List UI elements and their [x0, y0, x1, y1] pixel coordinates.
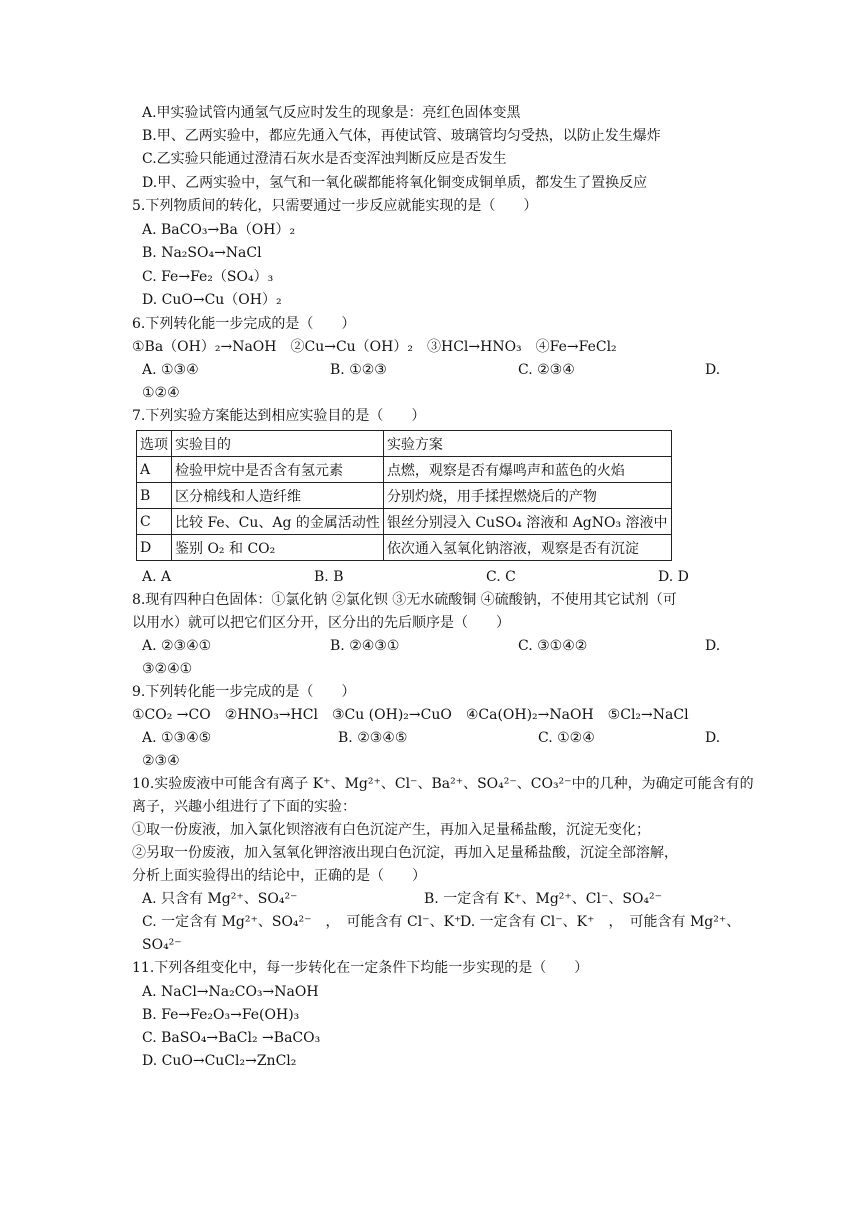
q6-options-row	[142, 359, 730, 382]
q6-option-a: A. ①③④	[142, 362, 199, 378]
q11-stem: 11.下列各组变化中，每一步转化在一定条件下均能一步实现的是（ ）	[132, 960, 589, 976]
q10-options-row2	[142, 911, 741, 934]
q10-stem-line2: 离子，兴趣小组进行了下面的实验：	[132, 799, 356, 815]
q11-option-a: A. NaCl→Na₂CO₃→NaOH	[142, 984, 319, 1000]
q8-option-c: C. ③①④②	[518, 638, 588, 654]
q10-step1: ①取一份废液，加入氯化钡溶液有白色沉淀产生，再加入足量稀盐酸，沉淀无变化；	[132, 822, 650, 838]
table-header-row	[137, 431, 672, 457]
q8-stem-line1: 8.现有四种白色固体：①氯化钠 ②氯化钡 ③无水硫酸铜 ④硫酸钠，不使用其它试剂（可	[132, 592, 677, 608]
q5-option-c: C. Fe→Fe₂（SO₄）₃	[142, 269, 274, 285]
q8-stem-line2: 以用水）就可以把它们区分开，区分出的先后顺序是（ ）	[132, 615, 510, 631]
table-cell: A	[137, 457, 172, 483]
q8-option-d-label: D.	[705, 638, 721, 654]
q6-stem: 6.下列转化能一步完成的是（ ）	[132, 316, 356, 332]
q11-option-d: D. CuO→CuCl₂→ZnCl₂	[142, 1053, 297, 1069]
q10-stem-line3: 分析上面实验得出的结论中，正确的是（ ）	[132, 868, 426, 884]
q9-stem: 9.下列转化能一步完成的是（ ）	[132, 684, 356, 700]
q10-option-d-cont: SO₄²⁻	[142, 937, 182, 953]
q7-options-row	[142, 566, 730, 589]
q8-option-b: B. ②④③①	[330, 638, 400, 654]
q7-option-a: A. A	[142, 569, 172, 585]
table-header-cell: 实验方案	[383, 431, 671, 457]
q6-option-c: C. ②③④	[518, 362, 575, 378]
table-row	[137, 509, 672, 535]
table-row	[137, 483, 672, 509]
table-cell: 依次通入氢氧化钠溶液，观察是否有沉淀	[383, 535, 671, 561]
table-row	[137, 535, 672, 561]
q7-option-d: D. D	[658, 569, 689, 585]
table-cell: 比较 Fe、Cu、Ag 的金属活动性	[172, 509, 384, 535]
table-cell: B	[137, 483, 172, 509]
q7-option-b: B. B	[314, 569, 344, 585]
q10-option-d: D. 一定含有 Cl⁻、K⁺ ， 可能含有 Mg²⁺、	[460, 914, 741, 930]
table-cell: D	[137, 535, 172, 561]
table-cell: 分别灼烧，用手揉捏燃烧后的产物	[383, 483, 671, 509]
table-row	[137, 457, 672, 483]
q4-option-c: C.乙实验只能通过澄清石灰水是否变浑浊判断反应是否发生	[142, 151, 507, 167]
q11-option-c: C. BaSO₄→BaCl₂ →BaCO₃	[142, 1030, 321, 1046]
table-cell: 点燃，观察是否有爆鸣声和蓝色的火焰	[383, 457, 671, 483]
table-header-cell: 选项	[137, 431, 172, 457]
q7-option-c: C. C	[486, 569, 516, 585]
q10-option-b: B. 一定含有 K⁺、Mg²⁺、Cl⁻、SO₄²⁻	[424, 891, 663, 907]
q10-option-a: A. 只含有 Mg²⁺、SO₄²⁻	[142, 891, 298, 907]
q9-option-c: C. ①②④	[538, 730, 595, 746]
table-cell: C	[137, 509, 172, 535]
q8-option-a: A. ②③④①	[142, 638, 212, 654]
q10-step2: ②另取一份废液，加入氢氧化钾溶液出现白色沉淀，再加入足量稀盐酸，沉淀全部溶解，	[132, 845, 678, 861]
q5-option-b: B. Na₂SO₄→NaCl	[142, 245, 262, 261]
table-cell: 区分棉线和人造纤维	[172, 483, 384, 509]
table-header-cell: 实验目的	[172, 431, 384, 457]
q6-option-b: B. ①②③	[330, 362, 387, 378]
q4-option-a: A.甲实验试管内通氢气反应时发生的现象是：亮红色固体变黑	[142, 105, 521, 121]
q10-options-row1	[142, 888, 730, 911]
q10-stem-line1: 10.实验废液中可能含有离子 K⁺、Mg²⁺、Cl⁻、Ba²⁺、SO₄²⁻、CO₃²⁻中的几种，为确定可能含有的	[132, 776, 754, 792]
q9-options-row	[142, 727, 730, 750]
q9-option-d-label: D.	[705, 730, 721, 746]
q9-option-d: ②③④	[142, 753, 180, 769]
table-cell: 检验甲烷中是否含有氢元素	[172, 457, 384, 483]
q7-table	[136, 430, 672, 561]
q5-option-a: A. BaCO₃→Ba（OH）₂	[142, 222, 296, 238]
q9-items: ①CO₂ →CO ②HNO₃→HCl ③Cu (OH)₂→CuO ④Ca(OH)₂→NaOH ⑤Cl₂→NaCl	[132, 707, 689, 723]
q4-option-b: B.甲、乙两实验中，都应先通入气体，再使试管、玻璃管均匀受热，以防止发生爆炸	[142, 128, 661, 144]
q11-option-b: B. Fe→Fe₂O₃→Fe(OH)₃	[142, 1007, 300, 1023]
q8-option-d: ③②④①	[142, 661, 193, 677]
table-cell: 银丝分别浸入 CuSO₄ 溶液和 AgNO₃ 溶液中	[383, 509, 671, 535]
q5-option-d: D. CuO→Cu（OH）₂	[142, 292, 282, 308]
q6-items: ①Ba（OH）₂→NaOH ②Cu→Cu（OH）₂ ③HCl→HNO₃ ④Fe→FeCl₂	[132, 339, 617, 355]
q8-options-row	[142, 635, 730, 658]
q4-option-d: D.甲、乙两实验中，氢气和一氧化碳都能将氧化铜变成铜单质，都发生了置换反应	[142, 175, 648, 191]
q6-option-d-label: D.	[705, 362, 721, 378]
table-cell: 鉴别 O₂ 和 CO₂	[172, 535, 384, 561]
q5-stem: 5.下列物质间的转化，只需要通过一步反应就能实现的是（ ）	[132, 198, 538, 214]
q7-stem: 7.下列实验方案能达到相应实验目的是（ ）	[132, 408, 426, 424]
q9-option-a: A. ①③④⑤	[142, 730, 212, 746]
q6-option-d: ①②④	[142, 385, 180, 401]
q10-option-c: C. 一定含有 Mg²⁺、SO₄²⁻ ， 可能含有 Cl⁻、K⁺	[142, 914, 462, 930]
q9-option-b: B. ②③④⑤	[338, 730, 408, 746]
